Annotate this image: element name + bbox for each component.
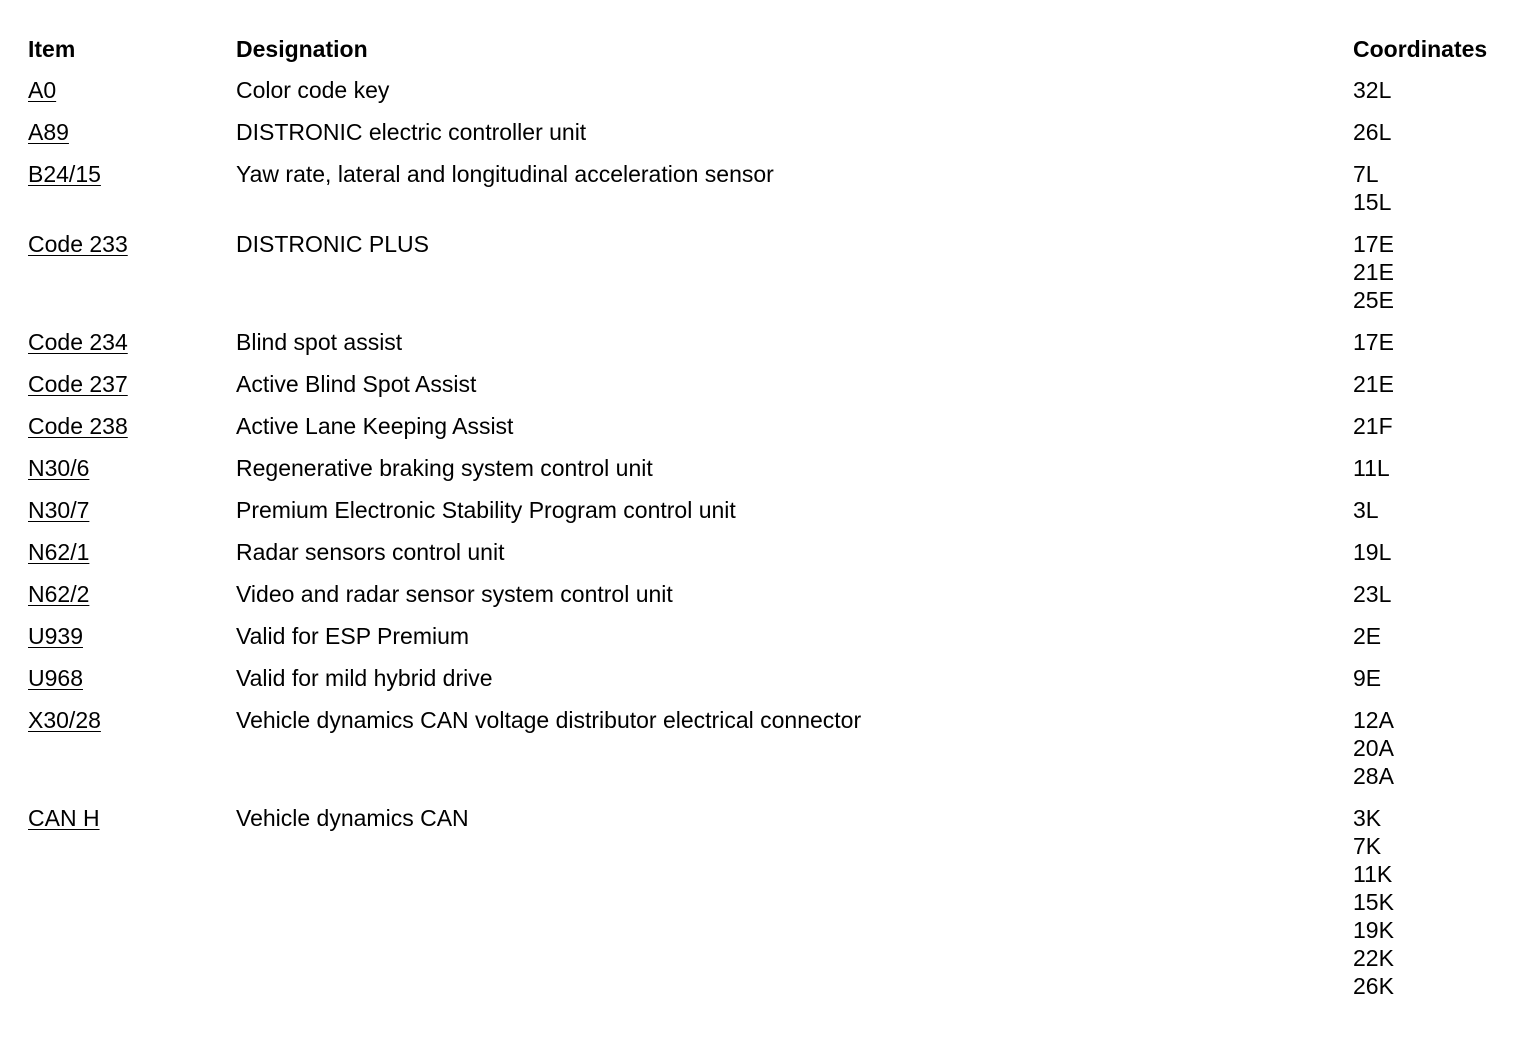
table-row (28, 230, 1508, 328)
item-cell (28, 706, 236, 804)
item-link[interactable]: N30/7 (28, 497, 90, 523)
item-cell (28, 804, 236, 1014)
item-cell (28, 454, 236, 496)
legend-table (28, 34, 1508, 1014)
designation-cell: Valid for mild hybrid drive (236, 665, 493, 691)
table-row (28, 706, 1508, 804)
item-link[interactable]: Code 238 (28, 413, 128, 439)
designation-cell: DISTRONIC electric controller unit (236, 119, 587, 145)
coordinates-cell (1353, 328, 1508, 370)
designation-cell: Yaw rate, lateral and longitudinal acceleration sensor (236, 161, 774, 187)
coordinates-cell (1353, 76, 1508, 118)
coordinates-cell (1353, 496, 1508, 538)
designation-cell: DISTRONIC PLUS (236, 231, 429, 257)
coordinate-value: 28A (1353, 763, 1394, 789)
coordinates-cell (1353, 664, 1508, 706)
item-cell (28, 118, 236, 160)
item-cell (28, 664, 236, 706)
coordinates-cell (1353, 370, 1508, 412)
designation-cell: Video and radar sensor system control unit (236, 581, 673, 607)
item-cell (28, 580, 236, 622)
column-header-designation: Designation (236, 36, 368, 62)
table-row (28, 664, 1508, 706)
table-row (28, 622, 1508, 664)
coordinate-value: 19L (1353, 539, 1392, 565)
coordinate-value: 26L (1353, 119, 1392, 145)
item-link[interactable]: A0 (28, 77, 57, 103)
item-link[interactable]: A89 (28, 119, 69, 145)
table-row (28, 118, 1508, 160)
item-link[interactable]: U968 (28, 665, 83, 691)
item-cell (28, 412, 236, 454)
table-row (28, 496, 1508, 538)
designation-cell: Color code key (236, 77, 390, 103)
coordinates-cell (1353, 118, 1508, 160)
coordinates-cell (1353, 804, 1508, 1014)
coordinate-value: 15L (1353, 189, 1392, 215)
coordinates-cell (1353, 580, 1508, 622)
item-link[interactable]: X30/28 (28, 707, 101, 733)
item-link[interactable]: CAN H (28, 805, 100, 831)
item-link[interactable]: N30/6 (28, 455, 90, 481)
table-row (28, 412, 1508, 454)
designation-cell: Premium Electronic Stability Program control unit (236, 497, 736, 523)
item-cell (28, 538, 236, 580)
coordinate-value: 26K (1353, 973, 1394, 999)
coordinate-value: 15K (1353, 889, 1394, 915)
coordinate-value: 3K (1353, 805, 1382, 831)
coordinate-value: 3L (1353, 497, 1379, 523)
item-cell (28, 76, 236, 118)
designation-cell: Valid for ESP Premium (236, 623, 470, 649)
item-link[interactable]: Code 233 (28, 231, 128, 257)
item-link[interactable]: B24/15 (28, 161, 101, 187)
coordinate-value: 32L (1353, 77, 1392, 103)
coordinate-value: 20A (1353, 735, 1394, 761)
coordinate-value: 23L (1353, 581, 1392, 607)
coordinates-cell (1353, 412, 1508, 454)
item-link[interactable]: N62/1 (28, 539, 90, 565)
table-row (28, 160, 1508, 230)
coordinate-value: 21E (1353, 259, 1394, 285)
item-cell (28, 230, 236, 328)
table-row (28, 370, 1508, 412)
table-row (28, 804, 1508, 1014)
coordinate-value: 19K (1353, 917, 1394, 943)
table-row (28, 454, 1508, 496)
item-cell (28, 496, 236, 538)
designation-cell: Radar sensors control unit (236, 539, 505, 565)
coordinate-value: 12A (1353, 707, 1394, 733)
coordinate-value: 11K (1353, 861, 1393, 887)
item-link[interactable]: N62/2 (28, 581, 90, 607)
coordinate-value: 11L (1353, 455, 1390, 481)
coordinates-cell (1353, 454, 1508, 496)
designation-cell: Active Lane Keeping Assist (236, 413, 514, 439)
designation-cell: Blind spot assist (236, 329, 403, 355)
designation-cell: Regenerative braking system control unit (236, 455, 653, 481)
coordinate-value: 17E (1353, 231, 1394, 257)
table-row (28, 76, 1508, 118)
table-row (28, 538, 1508, 580)
table-row (28, 328, 1508, 370)
coordinate-value: 22K (1353, 945, 1394, 971)
item-link[interactable]: Code 237 (28, 371, 128, 397)
item-cell (28, 328, 236, 370)
coordinate-value: 21E (1353, 371, 1394, 397)
column-header-coordinates: Coordinates (1353, 36, 1488, 62)
coordinates-cell (1353, 160, 1508, 230)
designation-cell: Active Blind Spot Assist (236, 371, 477, 397)
coordinate-value: 7L (1353, 161, 1379, 187)
item-cell (28, 160, 236, 230)
coordinates-cell (1353, 622, 1508, 664)
coordinates-cell (1353, 538, 1508, 580)
item-cell (28, 622, 236, 664)
coordinate-value: 25E (1353, 287, 1394, 313)
designation-cell: Vehicle dynamics CAN voltage distributor electrical connector (236, 707, 862, 733)
coordinate-value: 7K (1353, 833, 1382, 859)
coordinate-value: 17E (1353, 329, 1394, 355)
item-cell (28, 370, 236, 412)
column-header-item: Item (28, 36, 76, 62)
coordinate-value: 2E (1353, 623, 1382, 649)
coordinates-cell (1353, 230, 1508, 328)
designation-cell: Vehicle dynamics CAN (236, 805, 469, 831)
table-body (28, 76, 1508, 1014)
table-header-row (28, 34, 1508, 76)
table-row (28, 580, 1508, 622)
item-link[interactable]: Code 234 (28, 329, 128, 355)
coordinates-cell (1353, 706, 1508, 804)
coordinate-value: 9E (1353, 665, 1382, 691)
coordinate-value: 21F (1353, 413, 1393, 439)
item-link[interactable]: U939 (28, 623, 83, 649)
